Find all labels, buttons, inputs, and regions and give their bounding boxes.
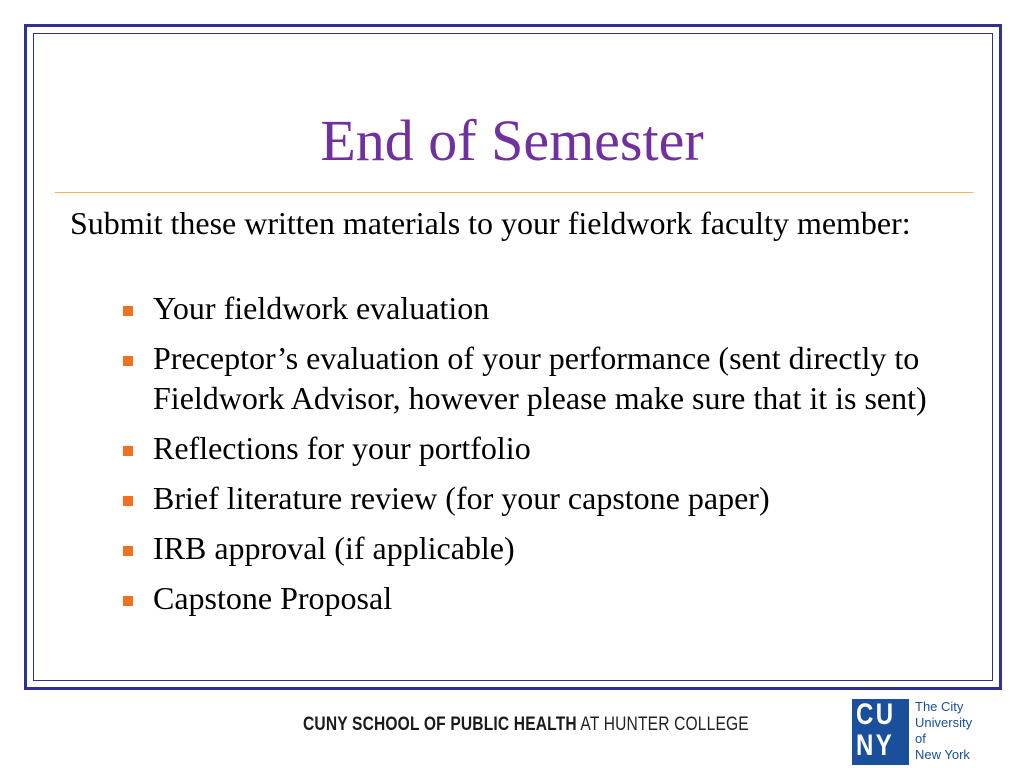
logo-letters-bottom: NY: [856, 729, 895, 762]
slide-title: End of Semester: [320, 108, 704, 173]
bullet-item: [123, 288, 943, 328]
bullet-item: [123, 478, 943, 518]
footer-school-name: [303, 714, 749, 736]
cuny-logo-text: [915, 699, 972, 763]
logo-line: University: [915, 715, 973, 730]
bullet-item: [123, 528, 943, 568]
footer-school-rest: AT HUNTER COLLEGE: [576, 714, 749, 735]
square-bullet-icon: [123, 596, 133, 606]
bullet-text: Your fieldwork evaluation: [153, 290, 490, 326]
footer-school-bold: CUNY SCHOOL OF PUBLIC HEALTH: [303, 714, 577, 735]
logo-line: New York: [915, 747, 970, 762]
bullet-text: IRB approval (if applicable): [153, 530, 515, 566]
cuny-logo: [852, 699, 1017, 765]
logo-letters-top: CU: [856, 698, 896, 731]
square-bullet-icon: [123, 496, 133, 506]
bullet-item: [123, 338, 943, 418]
logo-line: of: [915, 731, 926, 746]
bullet-text: Brief literature review (for your capstone paper): [153, 480, 770, 516]
bullet-text: Capstone Proposal: [153, 580, 393, 616]
square-bullet-icon: [123, 446, 133, 456]
logo-line: The City: [915, 699, 964, 714]
intro-text: Submit these written materials to your fieldwork faculty member:: [70, 205, 911, 241]
bullet-list: [123, 288, 943, 628]
bullet-text: Reflections for your portfolio: [153, 430, 531, 466]
bullet-item: [123, 428, 943, 468]
square-bullet-icon: [123, 306, 133, 316]
cuny-logo-letters: [856, 699, 898, 761]
cuny-logo-mark: [852, 699, 909, 765]
bullet-item: [123, 578, 943, 618]
square-bullet-icon: [123, 546, 133, 556]
title-divider: [55, 192, 973, 193]
bullet-text: Preceptor’s evaluation of your performance (sent directly to Fieldwork Advisor, however please make sure that it is sent): [153, 340, 927, 416]
square-bullet-icon: [123, 356, 133, 366]
